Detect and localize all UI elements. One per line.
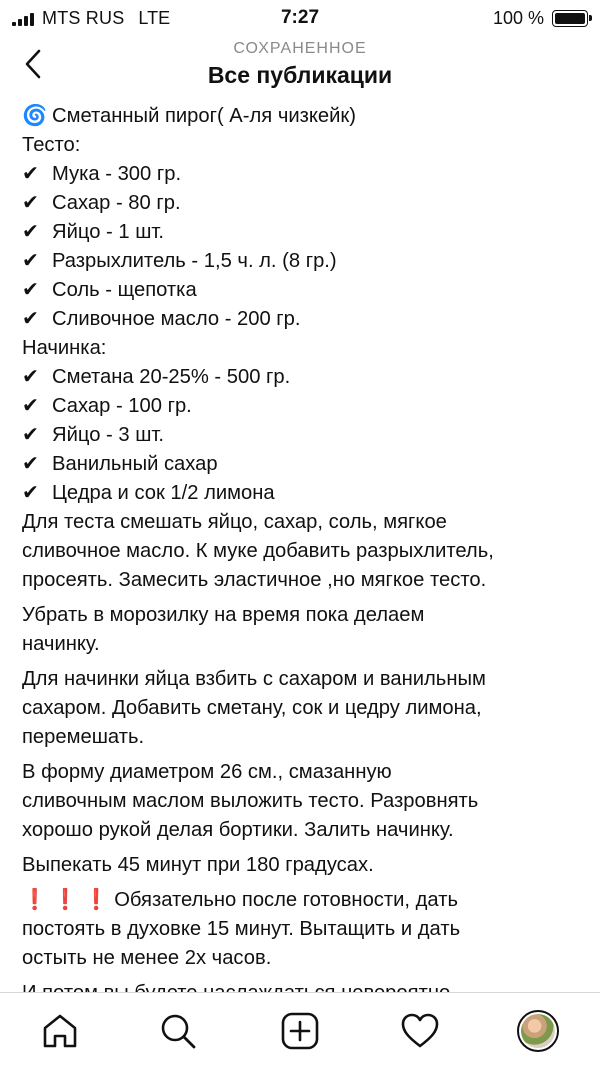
page-subtitle: СОХРАНЕННОЕ — [233, 40, 367, 57]
checkmark-icon: ✔ — [22, 192, 39, 214]
checkmark-icon: ✔ — [22, 395, 39, 417]
ingredient-item: ✔ Мука - 300 гр. — [22, 160, 587, 189]
tab-activity[interactable] — [398, 1009, 442, 1053]
text-line: сливочное масло. К муке добавить разрыхлитель, — [22, 540, 494, 562]
text-line: постоять в духовке 15 минут. Вытащить и дать — [22, 918, 461, 940]
battery-percent: 100 % — [492, 8, 544, 28]
checkmark-icon: ✔ — [22, 453, 39, 475]
status-bar — [0, 0, 600, 34]
post-caption — [22, 102, 587, 992]
text-line: остыть не менее 2х часов. — [22, 947, 272, 969]
text-line: просеять. Замесить эластичное ,но мягкое тесто. — [22, 569, 487, 591]
ingredient-item: ✔ Ванильный сахар — [22, 450, 587, 479]
status-time: 7:27 — [280, 7, 320, 28]
text-line: начинку. — [22, 633, 100, 655]
ingredient-item: ✔ Яйцо - 3 шт. — [22, 421, 587, 450]
status-right — [493, 8, 588, 29]
text-line: сахаром. Добавить сметану, сок и цедру лимона, — [22, 697, 482, 719]
text-line: Для теста смешать яйцо, сахар, соль, мягкое — [22, 511, 447, 533]
heart-icon — [400, 1011, 440, 1051]
nav-header — [0, 34, 600, 98]
tab-home[interactable] — [38, 1009, 82, 1053]
tab-profile[interactable] — [516, 1009, 560, 1053]
carrier-name: MTS RUS — [42, 8, 125, 28]
ingredient-item: ✔ Сливочное масло - 200 гр. — [22, 305, 587, 334]
search-icon — [158, 1011, 198, 1051]
text-line: хорошо рукой делая бортики. Залить начинку. — [22, 819, 454, 841]
ingredient-item: ✔ Сахар - 100 гр. — [22, 392, 587, 421]
checkmark-icon: ✔ — [22, 163, 39, 185]
step-paragraph — [22, 851, 587, 880]
recipe-title: 🌀 Сметанный пирог( А-ля чизкейк) — [22, 102, 587, 131]
text-line: сливочным маслом выложить тесто. Разровнять — [22, 790, 479, 812]
checkmark-icon: ✔ — [22, 250, 39, 272]
tab-search[interactable] — [156, 1009, 200, 1053]
exclamation-icon: ❗ ❗ ❗ — [22, 889, 109, 911]
checkmark-icon: ✔ — [22, 482, 39, 504]
text-line: перемешать. — [22, 726, 145, 748]
battery-icon — [552, 10, 588, 27]
checkmark-icon: ✔ — [22, 424, 39, 446]
checkmark-icon: ✔ — [22, 221, 39, 243]
text-line: В форму диаметром 26 см., смазанную — [22, 761, 392, 783]
step-paragraph — [22, 758, 587, 845]
checkmark-icon: ✔ — [22, 279, 39, 301]
text-line: Для начинки яйца взбить с сахаром и ванильным — [22, 668, 486, 690]
page-title: Все публикации — [207, 62, 393, 88]
step-paragraph — [22, 665, 587, 752]
checkmark-icon: ✔ — [22, 366, 39, 388]
text-line: Выпекать 45 минут при 180 градусах. — [22, 854, 374, 876]
tab-new-post[interactable] — [278, 1009, 322, 1053]
ingredient-item: ✔ Сметана 20-25% - 500 гр. — [22, 363, 587, 392]
avatar — [517, 1010, 559, 1052]
cyclone-icon: 🌀 — [22, 105, 48, 127]
ingredient-item: ✔ Цедра и сок 1/2 лимона — [22, 479, 587, 508]
warning-paragraph — [22, 886, 587, 973]
new-post-icon — [280, 1011, 320, 1051]
filling-heading: Начинка: — [22, 337, 107, 359]
step-paragraph — [22, 601, 587, 659]
home-icon — [40, 1011, 80, 1051]
dough-heading: Тесто: — [22, 134, 81, 156]
text-line: Убрать в морозилку на время пока делаем — [22, 604, 425, 626]
network-type: LTE — [138, 8, 171, 28]
ingredient-item: ✔ Соль - щепотка — [22, 276, 587, 305]
ingredient-item: ✔ Сахар - 80 гр. — [22, 189, 587, 218]
checkmark-icon: ✔ — [22, 308, 39, 330]
step-paragraph — [22, 508, 587, 595]
ingredient-item: ✔ Яйцо - 1 шт. — [22, 218, 587, 247]
bottom-tab-bar — [0, 992, 600, 1066]
text-line: ❗ ❗ ❗ Обязательно после готовности, дать — [22, 889, 458, 911]
ingredient-item: ✔ Разрыхлитель - 1,5 ч. л. (8 гр.) — [22, 247, 587, 276]
